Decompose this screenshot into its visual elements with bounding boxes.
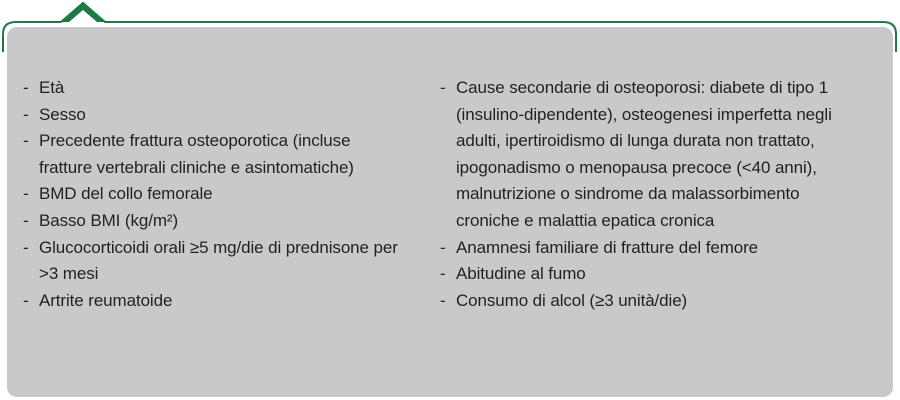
list-item: - Consumo di alcol (≥3 unità/die)	[440, 290, 688, 310]
list-item: - Sesso	[23, 104, 86, 124]
list-item-text: Abitudine al fumo	[456, 264, 586, 284]
list-item-text: Sesso	[39, 104, 86, 124]
list-item-text: Cause secondarie di osteoporosi: diabete di tipo 1 (insulino-dipendente), osteogenesi imperfetta negli adulti, ipertiroidismo di lunga durata non trattato, ipogonadismo o menopausa precoce (<40 anni), malnutrizione o sindrome da malassorbimento croniche e malattia epatica cronica	[456, 78, 832, 230]
list-item-text: Età	[39, 78, 65, 97]
list-item: - Artrite reumatoide	[23, 290, 173, 310]
risk-factors-left-list	[23, 75, 403, 314]
list-item: - Età	[23, 78, 65, 97]
list-item: - Basso BMI (kg/m²)	[23, 210, 179, 230]
list-item: - Glucocorticoidi orali ≥5 mg/die di prednisone per >3 mesi	[23, 237, 398, 284]
list-item: - BMD del collo femorale	[23, 184, 213, 204]
list-item-text: Anamnesi familiare di fratture del femore	[456, 237, 759, 257]
list-item: - Cause secondarie di osteoporosi: diabete di tipo 1 (insulino-dipendente), osteogenesi imperfetta negli adulti, ipertiroidismo di lunga durata non trattato, ipogonadismo o menopausa precoce (<40 anni), malnutrizione o sindrome da malassorbimento croniche e malattia epatica cronica	[440, 78, 832, 230]
list-item-text: Consumo di alcol (≥3 unità/die)	[456, 290, 688, 310]
list-item-text: Precedente frattura osteoporotica (incluse fratture vertebrali cliniche e asintomatiche)	[39, 131, 354, 177]
list-item: - Precedente frattura osteoporotica (incluse fratture vertebrali cliniche e asintomatiche)	[23, 131, 354, 177]
list-item-text: Glucocorticoidi orali ≥5 mg/die di prednisone per >3 mesi	[39, 237, 398, 284]
list-item: - Abitudine al fumo	[440, 264, 586, 284]
list-item-text: BMD del collo femorale	[39, 184, 213, 204]
list-item-text: Basso BMI (kg/m²)	[39, 210, 179, 230]
risk-factors-right-list	[440, 75, 860, 314]
list-item-text: Artrite reumatoide	[39, 290, 173, 310]
list-item: - Anamnesi familiare di fratture del femore	[440, 237, 759, 257]
